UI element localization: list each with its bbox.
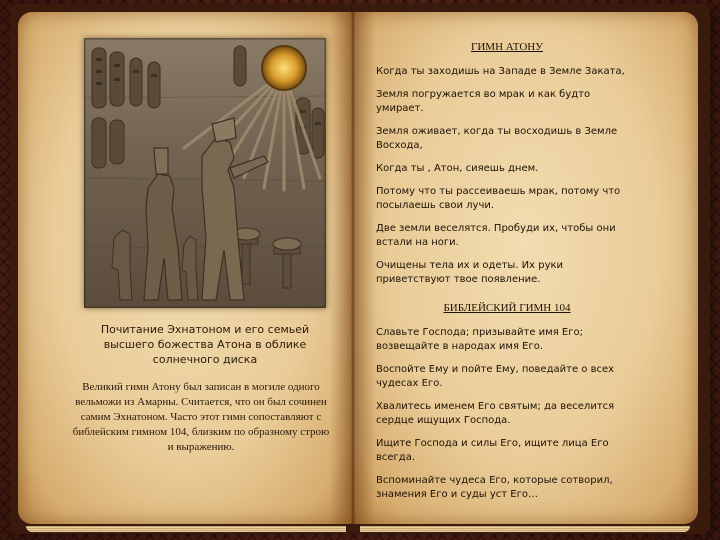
left-page-edges [26, 526, 346, 532]
hymn-aton-verse: Две земли веселятся. Пробуди их, чтобы они встали на ноги. [376, 223, 616, 248]
hymn-aton-verse: Потому что ты рассеиваешь мрак, потому что посылаешь свои лучи. [376, 186, 621, 211]
book-spine [330, 12, 376, 524]
biblical-hymn-verse: Вспоминайте чудеса Его, которые сотворил, знамения Его и суды уст Его… [376, 475, 613, 500]
biblical-hymn-verse: Славьте Господа; призывайте имя Его; возвещайте в народах имя Его. [376, 327, 583, 352]
biblical-hymn-verse: Ищите Господа и силы Его, ищите лица Его всегда. [376, 438, 609, 463]
hymn-aton-verse: Очищены тела их и одеты. Их руки приветствуют твое появление. [376, 260, 564, 285]
hymn-aton-verse: Когда ты заходишь на Западе в Земле Заката, [376, 66, 625, 77]
hymn-aton-verse: Земля погружается во мрак и как будто умирает. [376, 89, 591, 114]
biblical-hymn-title: БИБЛЕЙСКИЙ ГИМН 104 [443, 302, 571, 314]
hymn-aton-verse: Когда ты , Атон, сияешь днем. [376, 163, 539, 174]
aten-relief-image [84, 38, 326, 308]
hymns-column [376, 40, 638, 511]
hymn-description: Великий гимн Атону был записан в могиле одного вельможи из Амарны. Считается, что он был сочинен самим Эхнатоном. Часто этот гимн сопоставляют с библейским гимном 104, близким по образному строю и выражению. [72, 381, 330, 453]
biblical-hymn-verse: Воспойте Ему и пойте Ему, поведайте о всех чудесах Его. [376, 364, 615, 389]
relief-caption: Почитание Эхнатоном и его семьей высшего божества Атона в облике солнечного диска [100, 323, 310, 366]
hymn-aton-verse: Земля оживает, когда ты восходишь в Земле Восхода, [376, 126, 618, 151]
biblical-hymn-verse: Хвалитесь именем Его святым; да веселится сердце ищущих Господа. [376, 401, 615, 426]
hymn-aton-title: ГИМН АТОНУ [470, 41, 543, 53]
right-page-edges [360, 526, 690, 532]
